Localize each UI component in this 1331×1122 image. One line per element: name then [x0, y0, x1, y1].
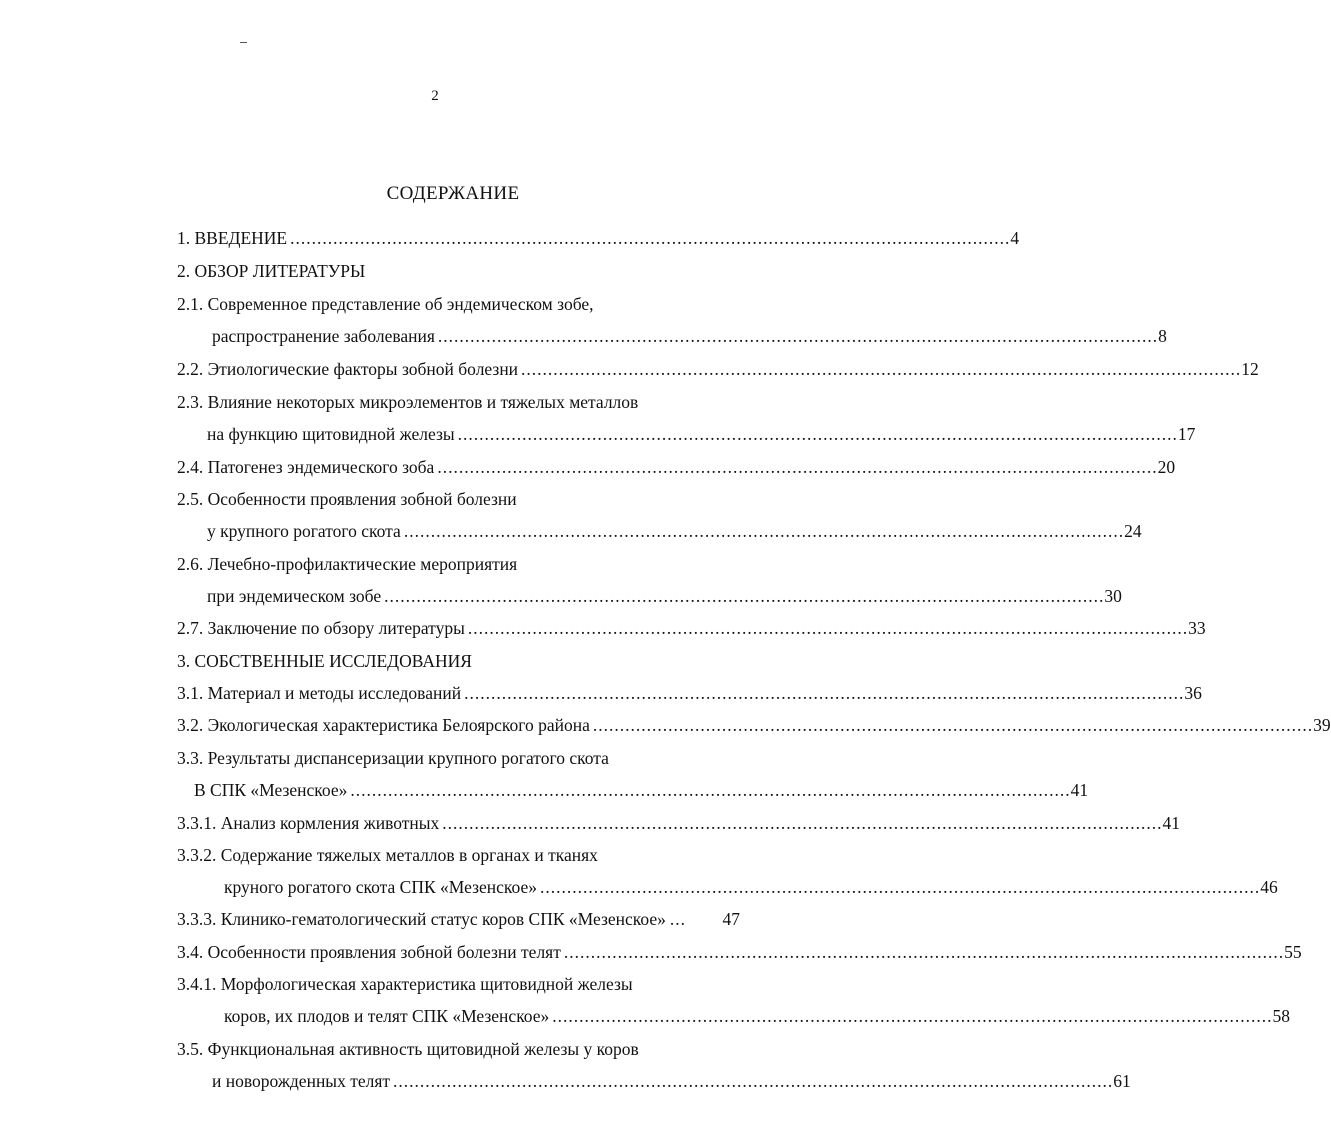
toc-entry-title-cont: у крупного рогатого скота — [207, 521, 401, 541]
toc-entry-title-cont: при эндемическом зобе — [207, 586, 382, 606]
toc-leader-dots: ...................................................................................................................................... — [442, 813, 1163, 833]
toc-entry-3-1[interactable] — [177, 680, 1202, 706]
toc-entry-2-7[interactable] — [177, 615, 1206, 641]
toc-entry-page: 47 — [722, 909, 740, 929]
toc-entry-page: 8 — [1158, 326, 1167, 346]
toc-entry-page: 12 — [1241, 359, 1259, 379]
toc-entry-title-cont: на функцию щитовидной железы — [207, 424, 455, 444]
toc-entry-3-5[interactable] — [212, 1068, 1131, 1094]
toc-leader-dots: ...................................................................................................................................... — [457, 424, 1178, 444]
toc-entry-3-3-2[interactable] — [224, 874, 1278, 900]
toc-entry-3-4-1[interactable] — [224, 1003, 1291, 1029]
toc-entry-3-2[interactable] — [177, 712, 1331, 738]
toc-entry-page: 24 — [1124, 521, 1142, 541]
toc-entry-page: 17 — [1177, 424, 1196, 444]
toc-leader-dots: ...................................................................................................................................... — [393, 1071, 1114, 1091]
toc-entry-title: 1. ВВЕДЕНИЕ — [177, 228, 288, 248]
toc-leader-dots: ...................................................................................................................................... — [467, 618, 1189, 638]
toc-entry-title[interactable]: 2.3. Влияние некоторых микроэлементов и тяжелых металлов — [177, 392, 639, 412]
toc-entry-title-cont: и новорожденных телят — [212, 1071, 391, 1091]
toc-entry-title[interactable]: 3.5. Функциональная активность щитовидной железы у коров — [177, 1039, 639, 1059]
toc-entry-3-3-3[interactable] — [177, 906, 740, 932]
toc-leader-dots: ...................................................................................................................................... — [563, 942, 1285, 962]
toc-leader-dots: ...................................................................................................................................... — [540, 877, 1261, 897]
toc-entry-title: 2.7. Заключение по обзору литературы — [177, 618, 465, 638]
toc-leader-dots: ...................................................................................................................................... — [403, 521, 1125, 541]
toc-entry-title: 2.4. Патогенез эндемического зоба — [177, 457, 435, 477]
toc-entry-3-3-1[interactable] — [177, 810, 1181, 836]
toc-leader-dots: ...................................................................................................................................... — [290, 228, 1011, 248]
toc-entry-title: 2.2. Этиологические факторы зобной болезни — [177, 359, 519, 379]
toc-entry-page: 46 — [1260, 877, 1278, 897]
toc-leader-dots: ...................................................................................................................................... — [521, 359, 1242, 379]
toc-entry-page: 39 — [1313, 715, 1331, 735]
toc-section-heading[interactable]: 3. СОБСТВЕННЫЕ ИССЛЕДОВАНИЯ — [177, 651, 472, 671]
toc-entry-page: 41 — [1162, 813, 1181, 833]
toc-entry-title[interactable]: 3.4.1. Морфологическая характеристика щитовидной железы — [177, 974, 633, 994]
toc-entry-page: 4 — [1010, 228, 1020, 248]
toc-entry-introduction[interactable] — [177, 225, 1020, 251]
toc-entry-title[interactable]: 2.5. Особенности проявления зобной болезни — [177, 489, 517, 509]
toc-entry-page: 41 — [1070, 780, 1089, 800]
toc-entry-page: 55 — [1284, 942, 1302, 962]
toc-leader-dots: ...................................................................................................................................... — [437, 457, 1158, 477]
toc-entry-page: 61 — [1113, 1071, 1131, 1091]
toc-entry-title[interactable]: 3.3.2. Содержание тяжелых металлов в органах и тканях — [177, 845, 598, 865]
page-title: СОДЕРЖАНИЕ — [386, 183, 520, 204]
toc-entry-title: 3.2. Экологическая характеристика Белоярского района — [177, 715, 590, 735]
toc-entry-title[interactable]: 2.1. Современное представление об эндемическом зобе, — [177, 294, 594, 314]
toc-entry-title-cont: коров, их плодов и телят СПК «Мезенское» — [224, 1006, 550, 1026]
toc-entry-page: 58 — [1272, 1006, 1291, 1026]
toc-entry-page: 30 — [1104, 586, 1122, 606]
toc-entry-2-5[interactable] — [207, 518, 1142, 544]
toc-entry-title: 3.4. Особенности проявления зобной болезни телят — [177, 942, 561, 962]
toc-entry-title: 3.3.1. Анализ кормления животных — [177, 813, 440, 833]
toc-entry-2-2[interactable] — [177, 356, 1259, 382]
toc-leader-dots: ...................................................................................................................................... — [552, 1006, 1273, 1026]
toc-entry-title[interactable]: 3.3. Результаты диспансеризации крупного рогатого скота — [177, 748, 609, 768]
toc-leader-dots: ...................................................................................................................................... — [592, 715, 1314, 735]
toc-entry-title-cont: распространение заболевания — [212, 326, 435, 346]
toc-leader-dots: ... — [669, 909, 686, 929]
page-number: 2 — [431, 88, 439, 104]
toc-entry-title-cont: круного рогатого скота СПК «Мезенское» — [224, 877, 538, 897]
toc-entry-title-cont: В СПК «Мезенское» — [194, 780, 348, 800]
toc-entry-3-4[interactable] — [177, 939, 1302, 965]
toc-entry-title: 3.1. Материал и методы исследований — [177, 683, 462, 703]
toc-entry-title: 3.3.3. Клинико-гематологический статус коров СПК «Мезенское» — [177, 909, 666, 929]
toc-entry-page: 33 — [1188, 618, 1206, 638]
toc-entry-3-3[interactable] — [194, 777, 1089, 803]
toc-section-heading[interactable]: 2. ОБЗОР ЛИТЕРАТУРЫ — [177, 261, 366, 281]
toc-entry-title[interactable]: 2.6. Лечебно-профилактические мероприятия — [177, 554, 518, 574]
toc-entry-2-4[interactable] — [177, 454, 1176, 480]
toc-leader-dots: ...................................................................................................................................... — [464, 683, 1185, 703]
toc-entry-2-6[interactable] — [207, 583, 1122, 609]
toc-leader-dots: ...................................................................................................................................... — [350, 780, 1071, 800]
toc-leader-dots: ...................................................................................................................................... — [437, 326, 1159, 346]
toc-entry-2-1[interactable] — [212, 323, 1167, 349]
toc-entry-page: 20 — [1157, 457, 1176, 477]
toc-entry-page: 36 — [1184, 683, 1202, 703]
toc-leader-dots: ...................................................................................................................................... — [384, 586, 1105, 606]
toc-entry-2-3[interactable] — [207, 421, 1196, 447]
